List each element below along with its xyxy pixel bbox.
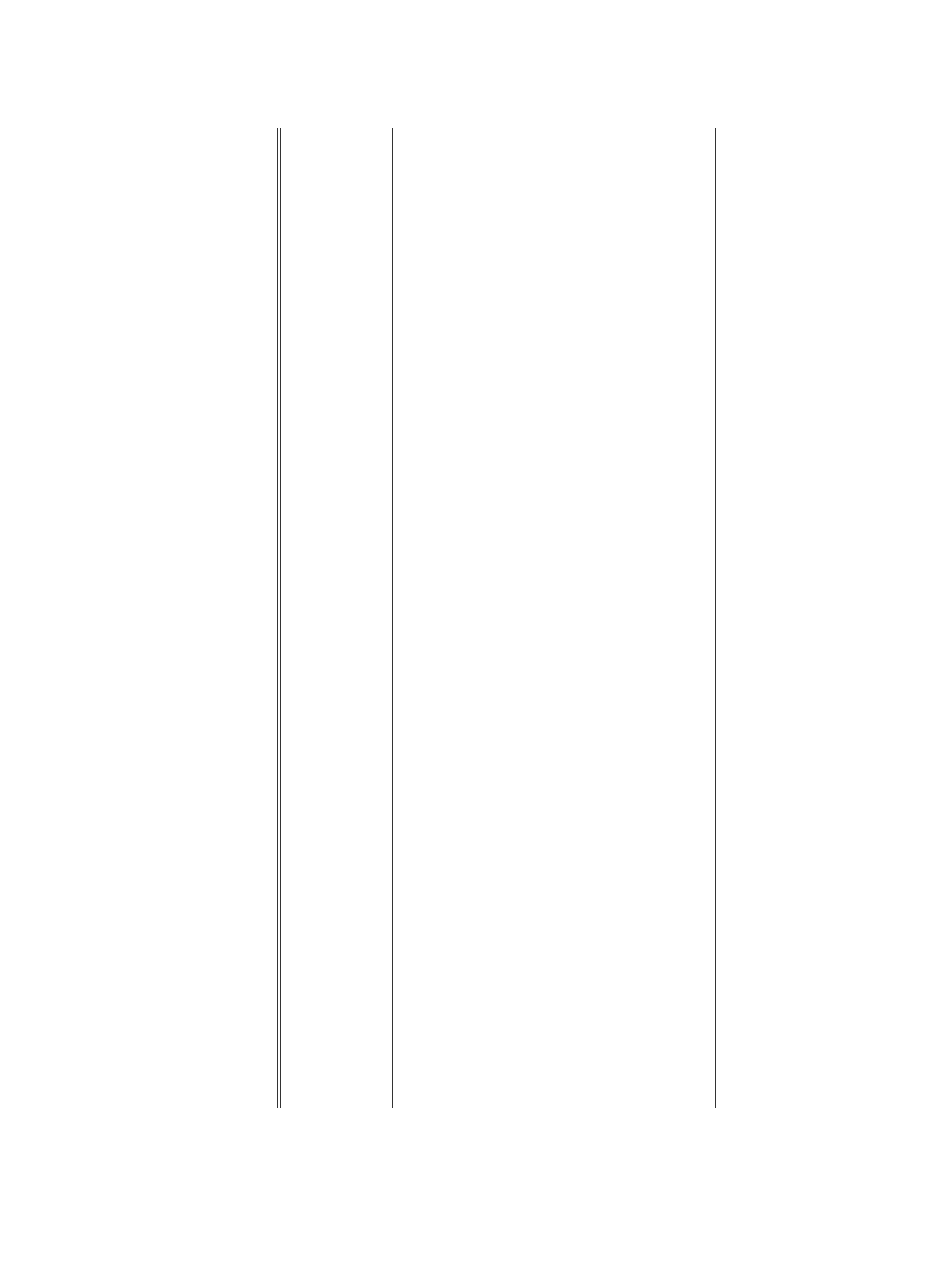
table-top-rule-double [280,128,281,1108]
table-bottom-rule [715,128,716,1108]
header-bottom-rule [392,128,393,1108]
table-top-rule [277,128,278,1108]
rotated-table [205,128,775,1108]
